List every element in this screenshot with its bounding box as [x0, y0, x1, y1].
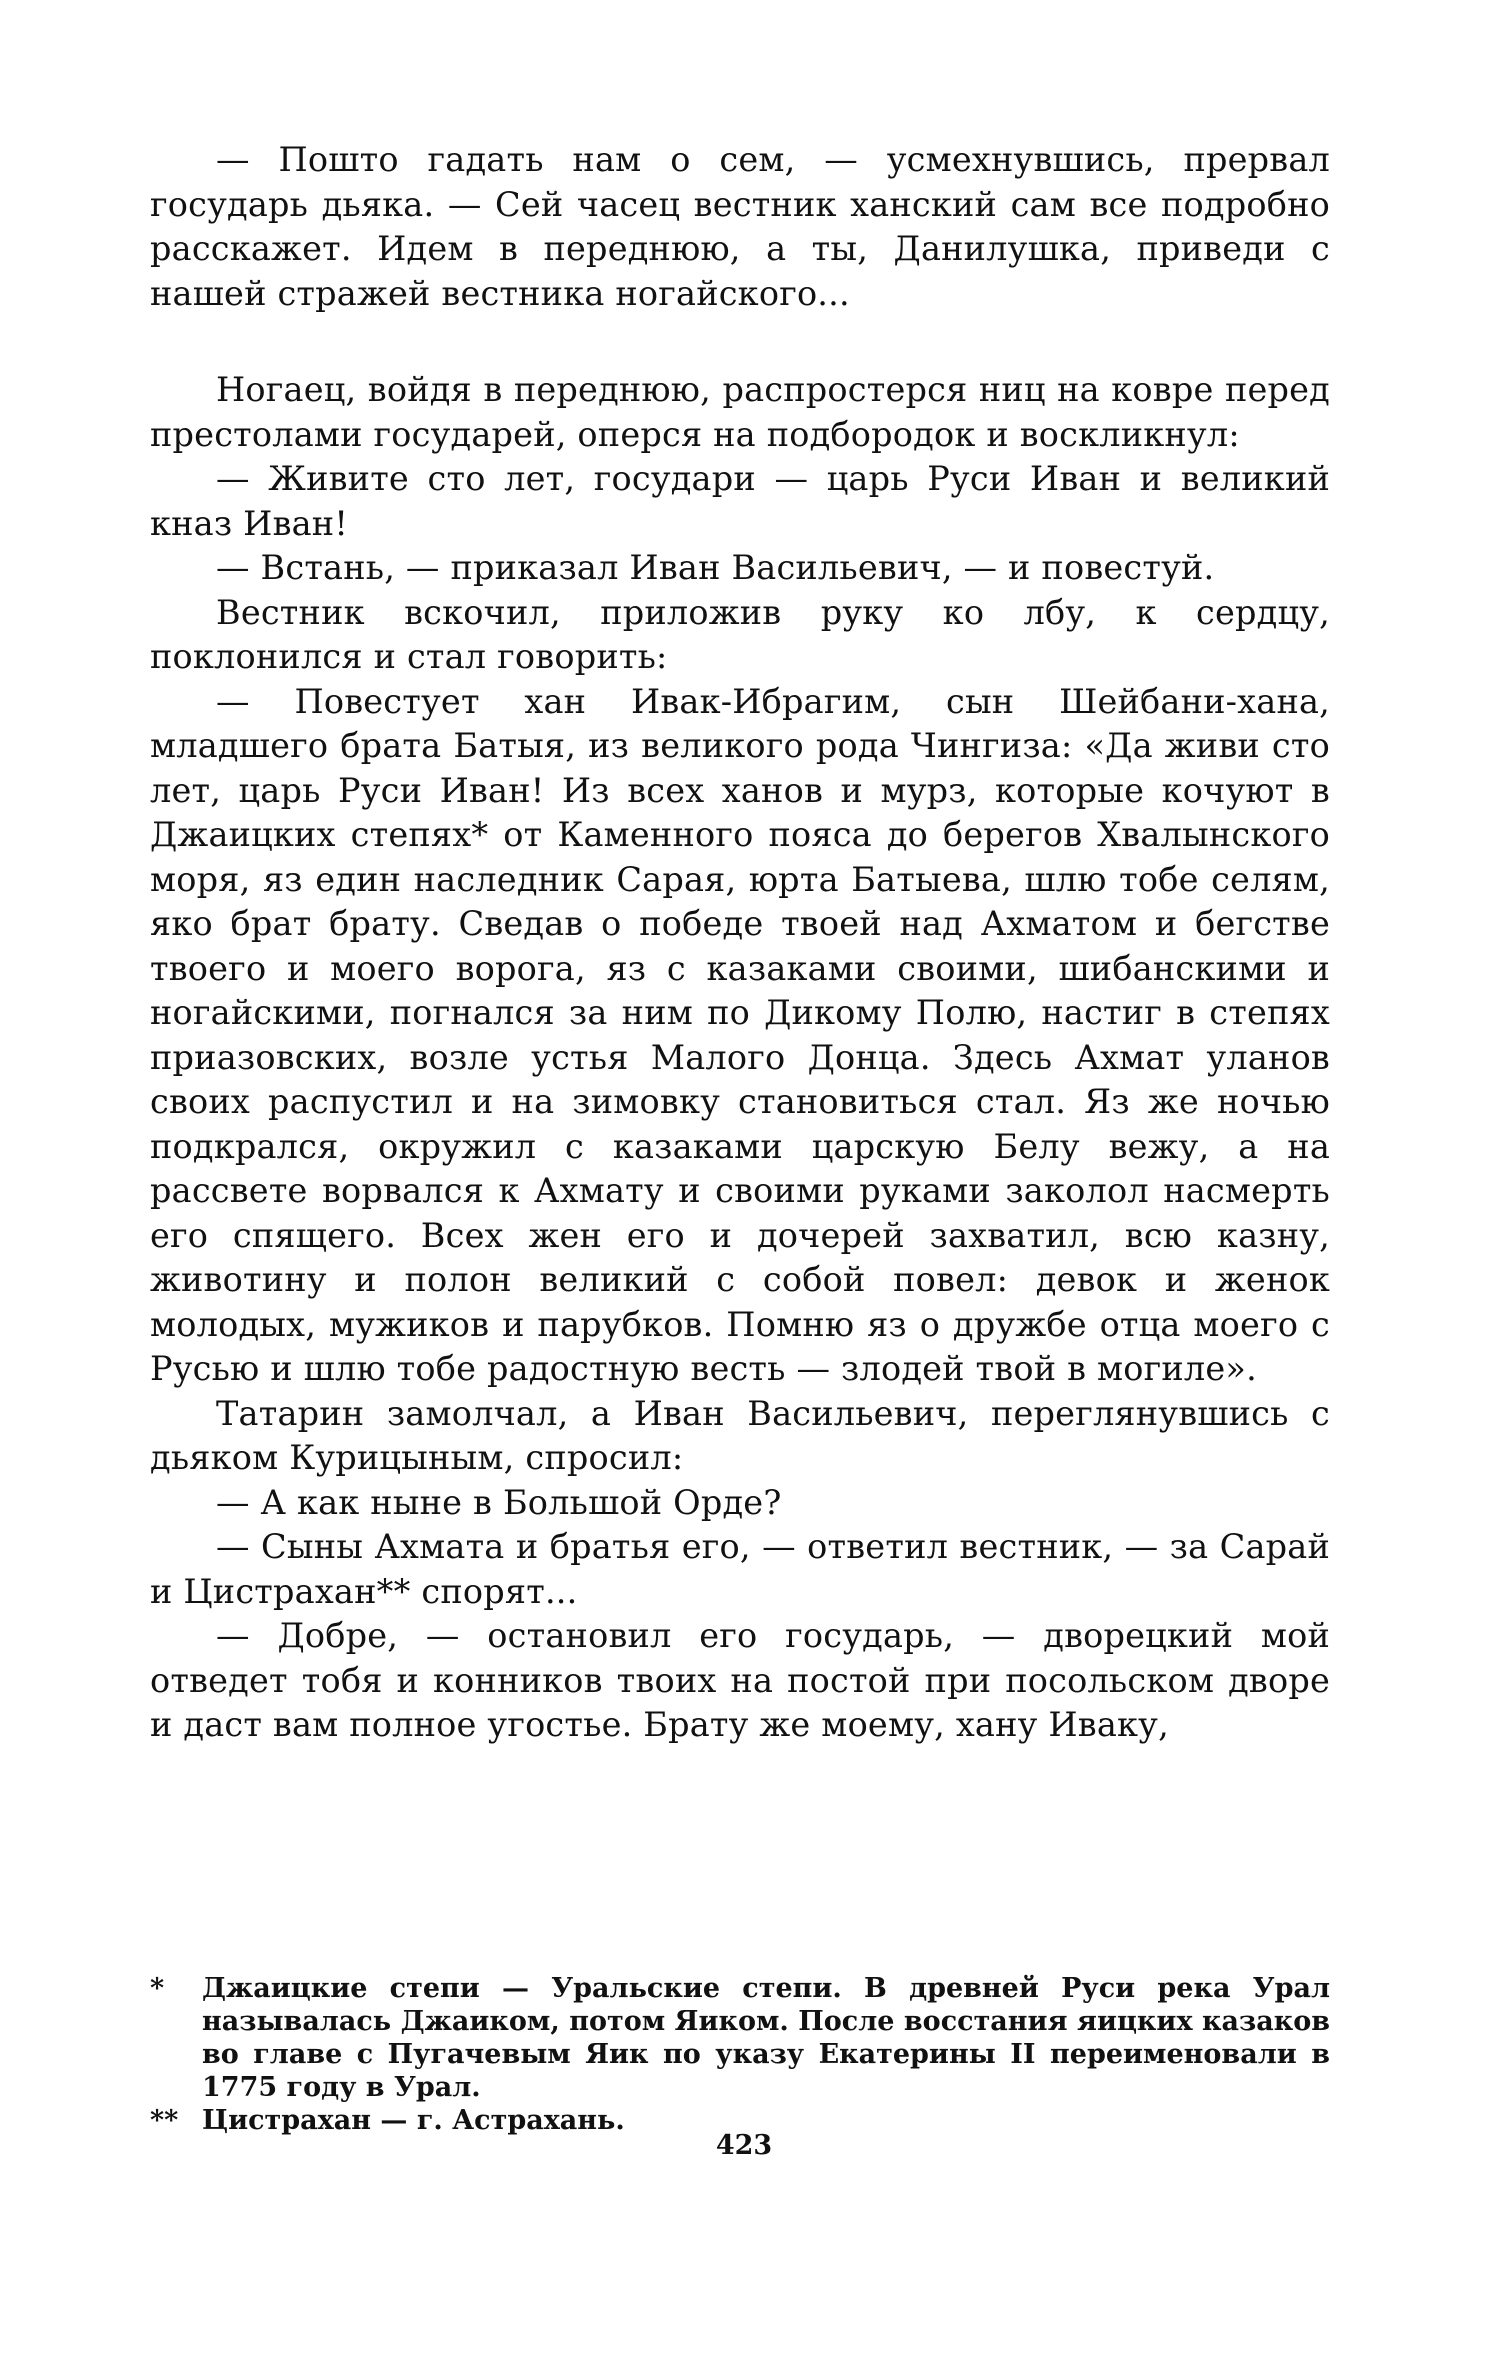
footnote-mark: ** — [150, 2105, 179, 2136]
paragraph: — А как ныне в Большой Орде? — [216, 1482, 782, 1522]
footnote — [150, 1972, 1330, 2104]
page-number: 423 — [715, 2130, 773, 2161]
paragraph: — Встань, — приказал Иван Васильевич, — и повестуй. — [216, 548, 1215, 587]
paragraph: Татарин замолчал, а Иван Васильевич, переглянувшись с дьяком Курицыным, спросил: — [150, 1393, 1330, 1477]
footnote-text: Цистрахан — г. Астрахань. — [202, 2105, 625, 2136]
paragraph: — Сыны Ахмата и братья его, — ответил вестник, — за Сарай и Цистрахан** спорят... — [150, 1527, 1330, 1611]
paragraph: Вестник вскочил, приложив руку ко лбу, к сердцу, поклонился и стал говорить: — [150, 592, 1330, 676]
footnote-text: Джаицкие степи — Уральские степи. В древней Руси река Урал называлась Джаиком, потом Яиком. После восстания яицких казаков во главе с Пугачевым Яик по указу Екатерины II переименовали в 1775 году в Урал. — [202, 1973, 1330, 2103]
main-text — [150, 138, 1330, 1748]
footnotes — [150, 1972, 1330, 2137]
footnote-mark: * — [150, 1973, 165, 2004]
paragraph: — Добре, — остановил его государь, — дворецкий мой отведет тобя и конников твоих на постой при посольском дворе и даст вам полное угостье. Брату же моему, хану Иваку, — [150, 1616, 1330, 1744]
paragraph: — Живите сто лет, государи — царь Руси Иван и великий кназ Иван! — [150, 459, 1330, 543]
section-break — [150, 316, 1330, 368]
paragraph: — Пошто гадать нам о сем, — усмехнувшись, прервал государь дьяка. — Сей часец вестник ханский сам все подробно расскажет. Идем в переднюю, а ты, Данилушка, приведи с нашей стражей вестника ногайского... — [150, 140, 1330, 313]
paragraph: Ногаец, войдя в переднюю, распростерся ниц на ковре перед престолами государей, оперся на подбородок и воскликнул: — [150, 370, 1330, 454]
paragraph: — Повестует хан Ивак-Ибрагим, сын Шейбани-хана, младшего брата Батыя, из великого рода Чингиза: «Да живи сто лет, царь Руси Иван! Из всех ханов и мурз, которые кочуют в Джаицких степях* от Каменного пояса до берегов Хвалынского моря, яз един наследник Сарая, юрта Батыева, шлю тобе селям, яко брат брату. Сведав о победе твоей над Ахматом и бегстве твоего и моего ворога, яз с казаками своими, шибанскими и ногайскими, погнался за ним по Дикому Полю, настиг в степях приазовских, возле устья Малого Донца. Здесь Ахмат уланов своих распустил и на зимовку становиться стал. Яз же ночью подкрался, окружил с казаками царскую Белу вежу, а на рассвете ворвался к Ахмату и своими руками заколол насмерть его спящего. Всех жен его и дочерей захватил, всю казну, животину и полон великий с собой повел: девок и женок молодых, мужиков и парубков. Помню яз о дружбе отца моего с Русью и шлю тобе радостную весть — злодей твой в могиле». — [150, 681, 1330, 1388]
